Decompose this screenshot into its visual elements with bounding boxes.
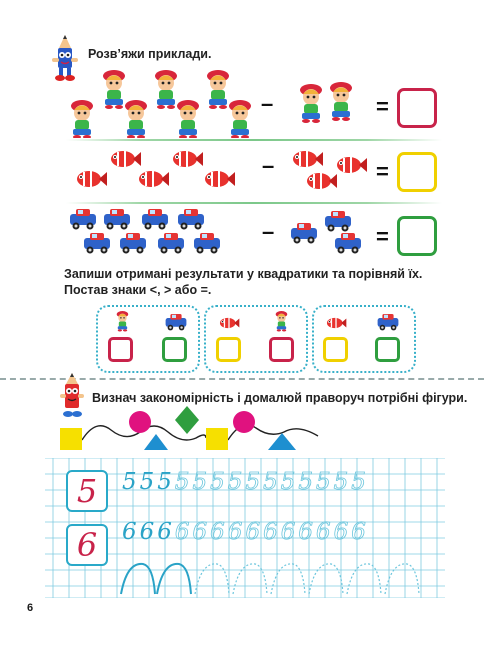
- task3-instruction: Визнач закономірність і домалюй праворуч потрібні фігури.: [92, 391, 468, 405]
- digit-sample-five: 5: [66, 470, 108, 512]
- doll-group-minuend: [68, 68, 258, 138]
- fish-icon: [325, 315, 347, 331]
- compare-box-fish[interactable]: [323, 337, 348, 362]
- compare-box-car[interactable]: [375, 337, 400, 362]
- equals-sign-row1: =: [376, 94, 389, 119]
- digit-sample-six: 6: [66, 524, 108, 566]
- compare-box-doll[interactable]: [108, 337, 133, 362]
- doll-icon: [112, 310, 134, 332]
- row-separator: [66, 202, 442, 204]
- car-group-subtrahend: [289, 210, 369, 254]
- trace-row-six: [122, 520, 369, 544]
- compare-box-doll[interactable]: [269, 337, 294, 362]
- answer-box-row3[interactable]: [397, 216, 437, 256]
- doll-group-subtrahend: [297, 80, 357, 125]
- car-group-minuend: [68, 208, 238, 256]
- magenta-circle-shape: [233, 411, 255, 433]
- trace-row-five: [122, 470, 369, 494]
- blue-triangle-shape: [144, 434, 168, 450]
- shape-pattern: [56, 402, 336, 452]
- green-diamond-shape: [175, 406, 199, 434]
- blue-triangle-shape: [268, 433, 296, 450]
- magenta-circle-shape: [129, 411, 151, 433]
- car-icon: [164, 313, 188, 331]
- minus-sign-row2: –: [262, 153, 275, 178]
- doll-icon: [271, 310, 293, 332]
- fish-group-subtrahend: [290, 148, 370, 192]
- fish-group-minuend: [74, 148, 249, 194]
- task1-instruction: Розв’яжи приклади.: [88, 47, 212, 61]
- minus-sign-row1: –: [261, 91, 274, 116]
- yellow-square-shape: [206, 428, 228, 450]
- row-separator: [66, 139, 442, 141]
- yellow-square-shape: [60, 428, 82, 450]
- page-number: 6: [27, 602, 34, 614]
- minus-sign-row3: –: [262, 219, 275, 244]
- car-icon: [376, 313, 400, 331]
- six-dotted: 66666666666: [174, 519, 369, 545]
- six-solid: 666: [122, 519, 175, 545]
- five-solid: 555: [122, 469, 175, 495]
- task2-instruction: Запиши отримані результати у квадратики та порівняй їх. Постав знаки <, > або =.: [64, 267, 423, 297]
- answer-box-row2[interactable]: [397, 152, 437, 192]
- compare-box-car[interactable]: [162, 337, 187, 362]
- equals-sign-row2: =: [376, 159, 389, 184]
- compare-box-fish[interactable]: [216, 337, 241, 362]
- answer-box-row1[interactable]: [397, 88, 437, 128]
- five-dotted: 55555555555: [174, 469, 369, 495]
- fish-icon: [218, 315, 240, 331]
- equals-sign-row3: =: [376, 224, 389, 249]
